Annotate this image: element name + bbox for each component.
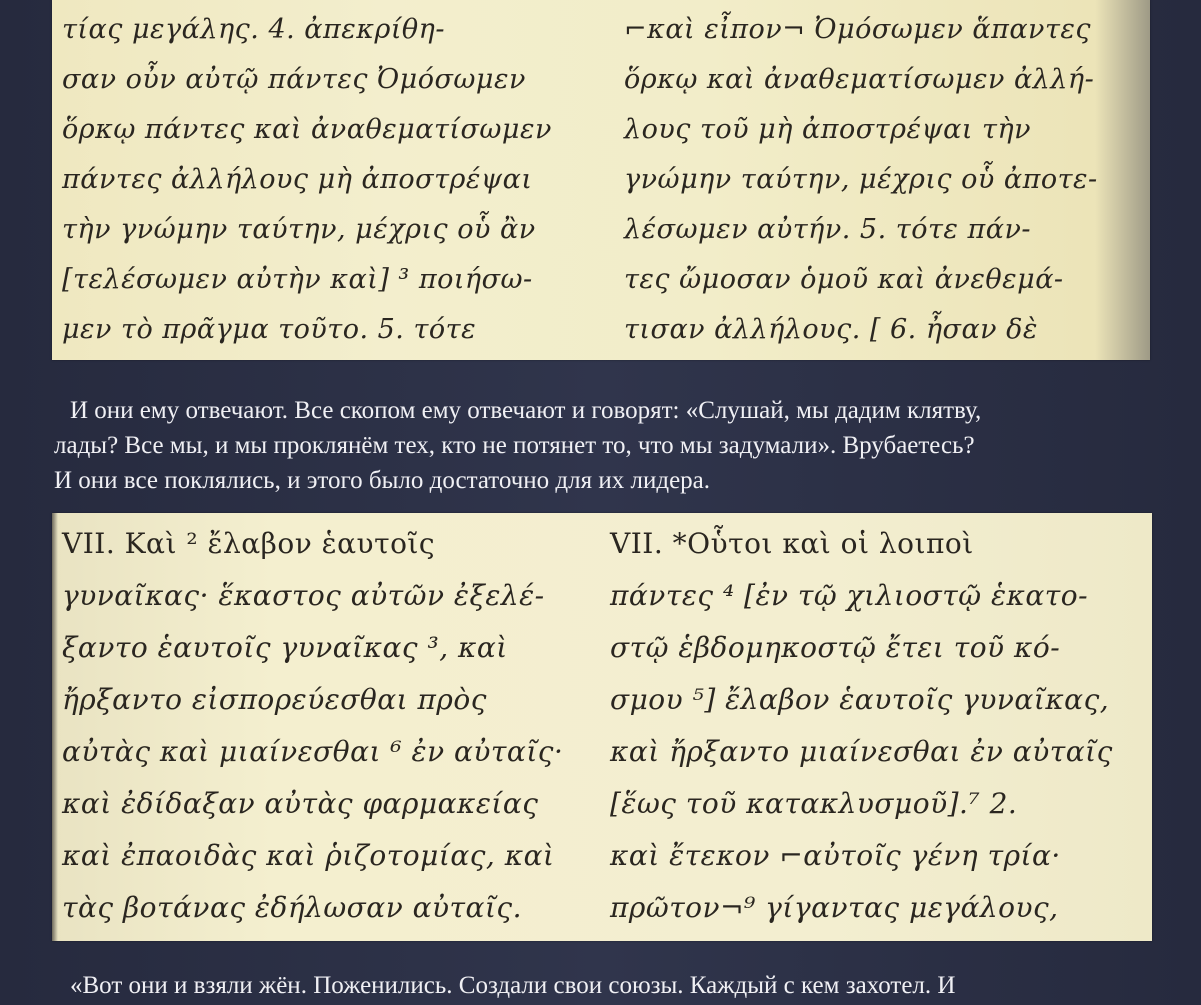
scan-line: πάντες ⁴ [ἐν τῷ χιλιοστῷ ἑκατο- xyxy=(610,579,1089,612)
scan-line: μεν τὸ πρᾶγμα τοῦτο. 5. τότε xyxy=(62,314,477,345)
scan-line: πάντες ἀλλήλους μὴ ἀποστρέψαι xyxy=(62,164,533,195)
scan-line: VII. *Οὗτοι καὶ οἱ λοιποὶ xyxy=(610,527,974,560)
scan-line: καὶ ἔτεκον ⌐αὐτοῖς γένη τρία· xyxy=(610,839,1061,872)
translation-caption-2 xyxy=(54,968,1190,1003)
scan-line: γνώμην ταύτην, μέχρις οὗ ἀποτε- xyxy=(624,164,1098,195)
scan-line: ⌐καὶ εἶπον¬ Ὀμόσωμεν ἅπαντες xyxy=(624,14,1092,45)
scan-line: [τελέσωμεν αὐτὴν καὶ] ³ ποιήσω- xyxy=(62,264,533,295)
scan-line: ὅρκῳ πάντες καὶ ἀναθεματίσωμεν xyxy=(62,114,552,145)
scan-line: λους τοῦ μὴ ἀποστρέψαι τὴν xyxy=(624,114,1032,145)
scan-line: τίας μεγάλης. 4. ἀπεκρίθη- xyxy=(62,14,445,45)
scan-line: στῷ ἑβδομηκοστῷ ἔτει τοῦ κό- xyxy=(610,631,1061,664)
scan-line: τες ὤμοσαν ὁμοῦ καὶ ἀνεθεμά- xyxy=(624,264,1064,295)
scan-line: λέσωμεν αὐτήν. 5. τότε πάν- xyxy=(624,214,1031,245)
scan-line: [ἕως τοῦ κατακλυσμοῦ].⁷ 2. xyxy=(610,787,1018,820)
scan-image-bottom xyxy=(52,513,1152,941)
scan-line: καὶ ἤρξαντο μιαίνεσθαι ἐν αὐταῖς xyxy=(610,735,1113,768)
scan-line: πρῶτον¬⁹ γίγαντας μεγάλους, xyxy=(610,891,1059,924)
page-edge-shadow xyxy=(52,513,58,941)
scan-line: σμου ⁵] ἔλαβον ἑαυτοῖς γυναῖκας, xyxy=(610,683,1110,716)
scan-line: καὶ ἐπαοιδὰς καὶ ῥιζοτομίας, καὶ xyxy=(62,839,555,872)
scan-line: καὶ ἐδίδαξαν αὐτὰς φαρμακείας xyxy=(62,787,539,820)
scan-line: τὴν γνώμην ταύτην, μέχρις οὗ ἂν xyxy=(62,214,536,245)
caption-line: «Вот они и взяли жён. Поженились. Создали свои союзы. Каждый с кем захотел. И xyxy=(70,972,956,999)
scan-line: VII. Καὶ ² ἔλαβον ἑαυτοῖς xyxy=(62,527,436,560)
translation-caption xyxy=(54,393,1154,498)
scan-line: ξαντο ἑαυτοῖς γυναῖκας ³, καὶ xyxy=(62,631,508,664)
caption-line: лады? Все мы, и мы проклянём тех, кто не потянет то, что мы задумали». Врубаетесь? xyxy=(54,432,975,459)
scan-image-top xyxy=(52,0,1150,360)
scan-line: ἤρξαντο εἰσπορεύεσθαι πρὸς xyxy=(62,683,487,716)
scan-line: αὐτὰς καὶ μιαίνεσθαι ⁶ ἐν αὐταῖς· xyxy=(62,735,564,768)
scan-line: ὅρκῳ καὶ ἀναθεματίσωμεν ἀλλή- xyxy=(624,64,1095,95)
caption-line: И они ему отвечают. Все скопом ему отвечают и говорят: «Слушай, мы дадим клятву, xyxy=(70,397,982,424)
caption-line: И они все поклялись, и этого было достаточно для их лидера. xyxy=(54,467,711,494)
scan-line: τὰς βοτάνας ἐδήλωσαν αὐταῖς. xyxy=(62,891,523,924)
scan-line: τισαν ἀλλήλους. [ 6. ἦσαν δὲ xyxy=(624,314,1038,345)
scan-line: γυναῖκας· ἕκαστος αὐτῶν ἐξελέ- xyxy=(62,579,545,612)
scan-line: σαν οὖν αὐτῷ πάντες Ὀμόσωμεν xyxy=(62,64,526,95)
